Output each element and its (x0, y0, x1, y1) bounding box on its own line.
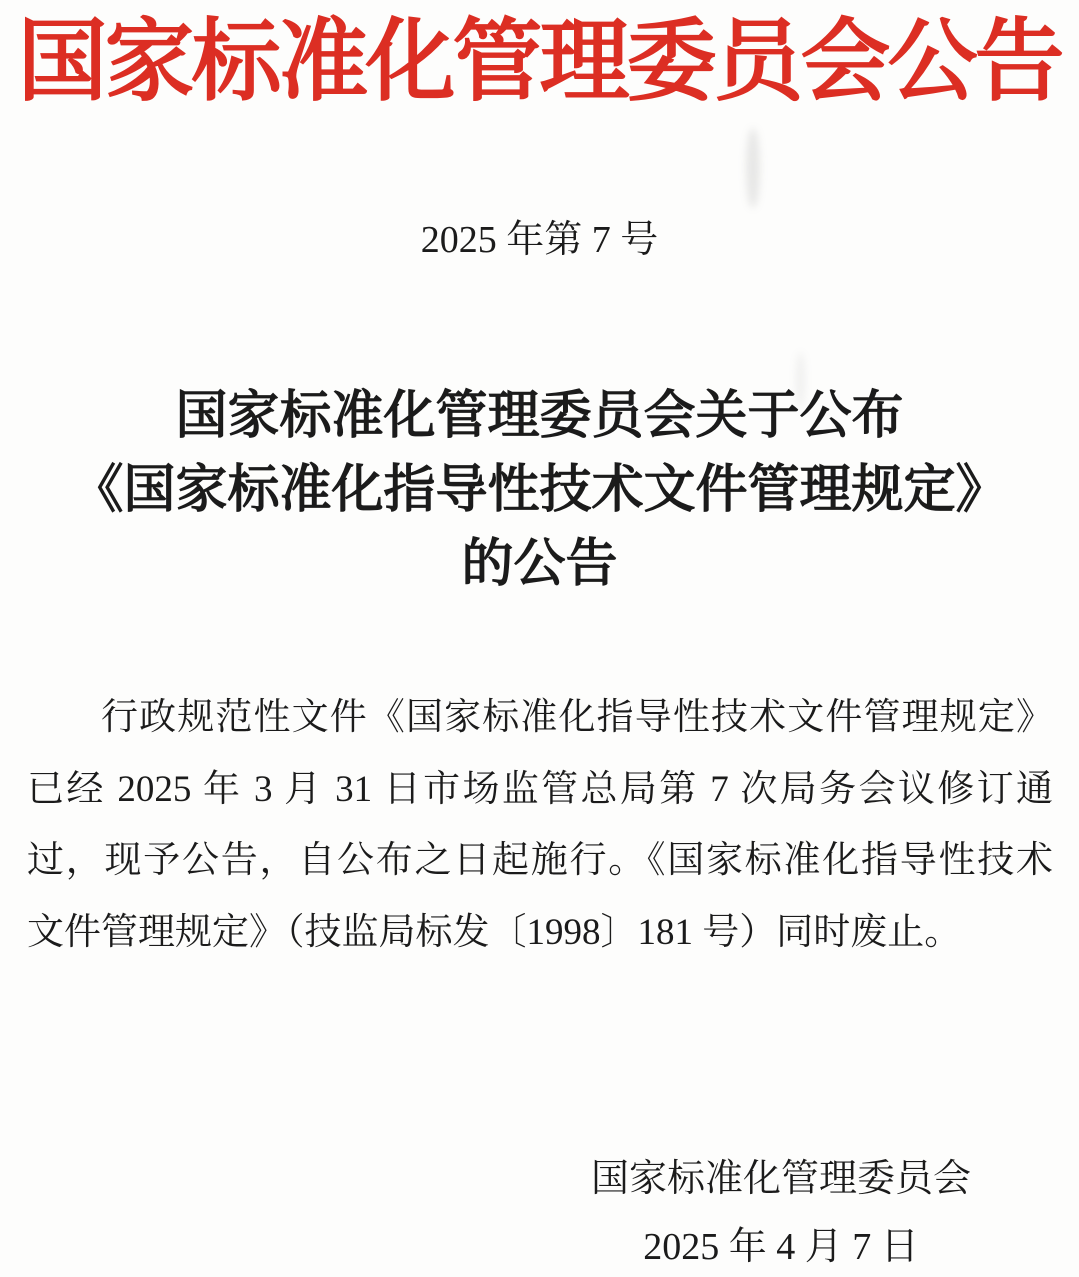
signature-date: 2025 年 4 月 7 日 (643, 1226, 919, 1268)
masthead-title: 国家标准化管理委员会公告 (17, 13, 1062, 112)
document-title-line-2: 《国家标准化指导性技术文件管理规定》 (71, 462, 1008, 519)
signature-org: 国家标准化管理委员会 (590, 1158, 971, 1200)
body-line-3: 过，现予公告，自公布之日起施行。《国家标准化指导性技术 (27, 840, 1053, 881)
scan-smudge-artifact (746, 128, 760, 208)
issue-number: 2025 年第 7 号 (420, 219, 659, 261)
signature-block (590, 1157, 972, 1269)
body-line-2: 已经 2025 年 3 月 31 日市场监管总局第 7 次局务会议修订通 (27, 768, 1053, 810)
document-title-line-3: 的公告 (461, 536, 618, 593)
body-paragraph (27, 682, 1053, 968)
body-line-4: 文件管理规定》（技监局标发〔1998〕181 号）同时废止。 (27, 911, 962, 953)
body-line-1: 行政规范性文件《国家标准化指导性技术文件管理规定》 (101, 697, 1053, 738)
document-title (0, 380, 1079, 602)
document-title-line-1: 国家标准化管理委员会关于公布 (175, 388, 904, 445)
